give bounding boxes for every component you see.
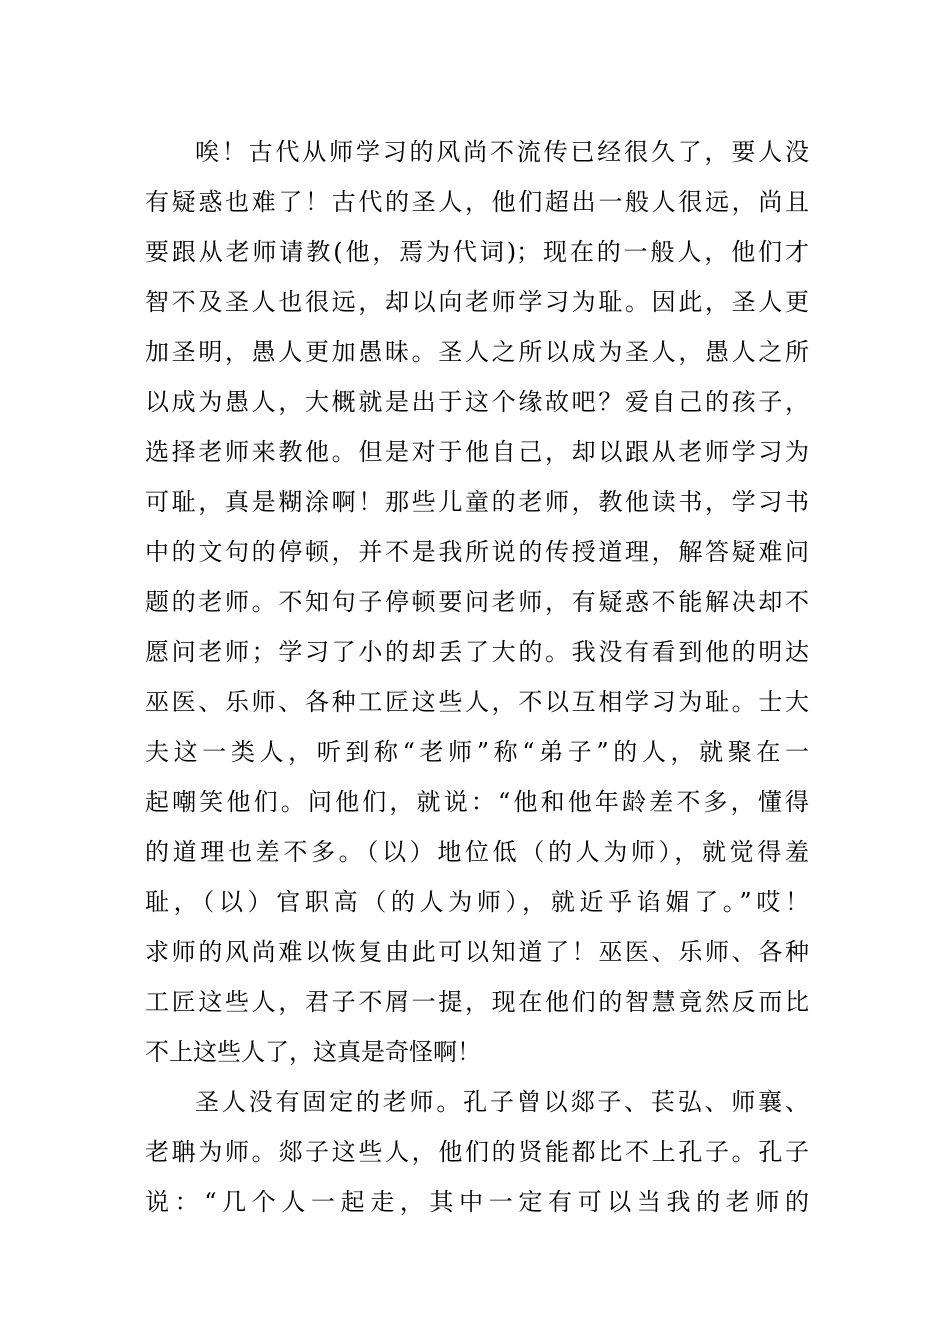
- text-line: 智不及圣人也很远，却以向老师学习为耻。因此，圣人更: [145, 288, 809, 316]
- text-line: 巫医、乐师、各种工匠这些人，不以互相学习为耻。士大: [145, 688, 809, 716]
- document-page: [145, 127, 809, 1227]
- text-line: 可耻，真是糊涂啊！那些儿童的老师，教他读书，学习书: [145, 488, 809, 516]
- text-line: 中的文句的停顿，并不是我所说的传授道理，解答疑难问: [145, 538, 809, 566]
- text-line: 圣人没有固定的老师。孔子曾以郯子、苌弘、师襄、: [195, 1088, 809, 1116]
- text-line: 题的老师。不知句子停顿要问老师，有疑惑不能解决却不: [145, 588, 809, 616]
- text-line: 耻，（以）官职高（的人为师），就近乎谄媚了。”哎！: [145, 888, 809, 916]
- text-line: 求师的风尚难以恢复由此可以知道了！巫医、乐师、各种: [145, 938, 809, 966]
- text-line: 老聃为师。郯子这些人，他们的贤能都比不上孔子。孔子: [145, 1138, 809, 1166]
- text-line: 唉！古代从师学习的风尚不流传已经很久了，要人没: [195, 138, 809, 166]
- text-line: 有疑惑也难了！古代的圣人，他们超出一般人很远，尚且: [145, 188, 809, 216]
- text-line: 的道理也差不多。（以）地位低（的人为师），就觉得羞: [145, 838, 809, 866]
- text-line: 愿问老师；学习了小的却丢了大的。我没有看到他的明达: [145, 638, 809, 666]
- text-line: 以成为愚人，大概就是出于这个缘故吧？爱自己的孩子，: [145, 388, 809, 416]
- paragraph-2: [145, 1077, 809, 1227]
- text-line: 起嘲笑他们。问他们，就说：“他和他年龄差不多，懂得: [145, 788, 809, 816]
- paragraph-1: [145, 127, 809, 1077]
- text-line: 说：“几个人一起走，其中一定有可以当我的老师的: [145, 1188, 809, 1216]
- text-line: 选择老师来教他。但是对于他自己，却以跟从老师学习为: [145, 438, 809, 466]
- text-line: 工匠这些人，君子不屑一提，现在他们的智慧竟然反而比: [145, 988, 809, 1016]
- text-line: 夫这一类人，听到称“老师”称“弟子”的人，就聚在一: [145, 738, 809, 766]
- text-line: 不上这些人了，这真是奇怪啊！: [145, 1038, 481, 1066]
- text-line: 加圣明，愚人更加愚昧。圣人之所以成为圣人，愚人之所: [145, 338, 809, 366]
- text-line: 要跟从老师请教(他，焉为代词)；现在的一般人，他们才: [145, 238, 809, 266]
